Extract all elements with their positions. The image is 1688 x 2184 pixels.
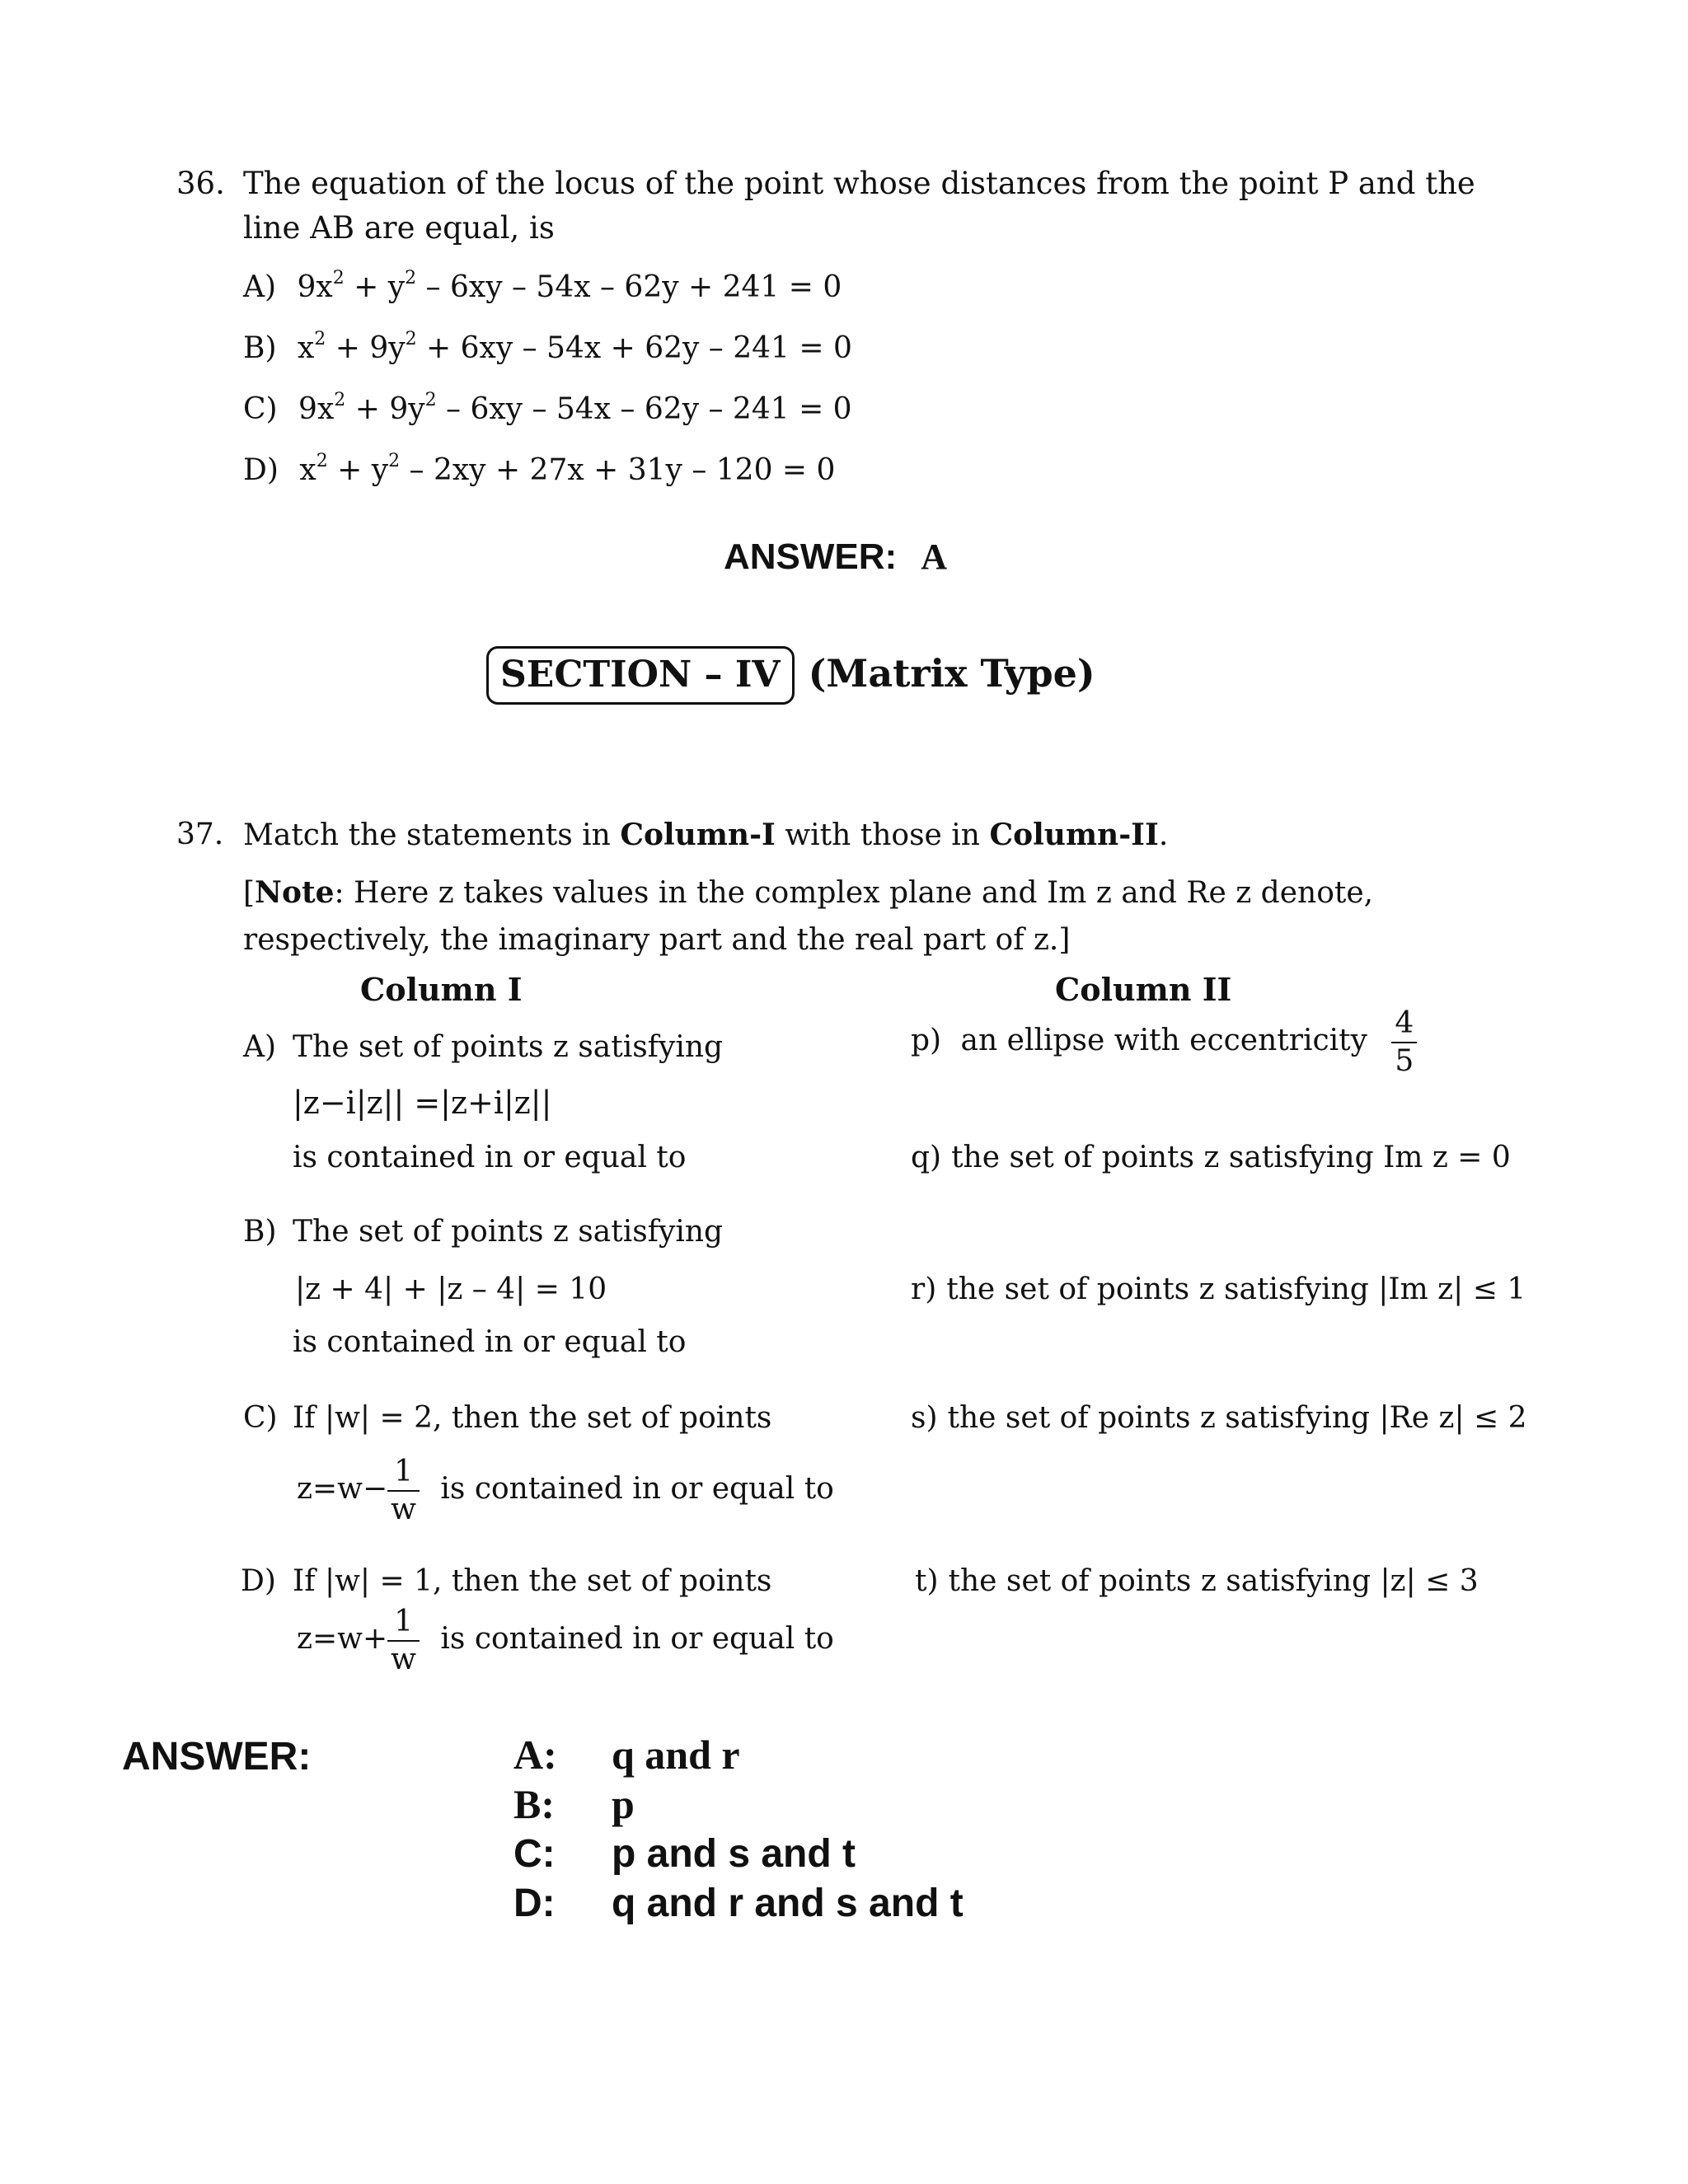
fraction: $\frac{1}{w}$ [387, 1607, 420, 1675]
answer-label: ANSWER: [724, 537, 898, 577]
fraction: $\frac{1}{w}$ [387, 1457, 420, 1525]
note-line2: respectively, the imaginary part and the real part of z.] [243, 923, 1071, 957]
answer-key-d: D: [513, 1882, 556, 1925]
question-number: 37. [176, 818, 224, 851]
section-subtitle: (Matrix Type) [808, 651, 1095, 696]
answer-key-a: A: [513, 1732, 557, 1778]
answer-key-b: B: [513, 1781, 555, 1827]
answer-label: ANSWER: [122, 1735, 312, 1779]
answer-value: A [921, 537, 948, 577]
question-text-line1: The equation of the locus of the point whose distances from the point P and the [243, 166, 1475, 201]
option-b [243, 331, 852, 365]
answer-value-b: p [612, 1781, 635, 1827]
answer-value-a: q and r [612, 1732, 740, 1778]
option-c [243, 392, 852, 426]
fraction: $\frac{4}{5}$ [1391, 1009, 1417, 1076]
question-intro: Match the statements in Column-I with those in Column-II. [243, 818, 1169, 852]
option-equation: $9x^2 + 9y^2 - 6xy - 54x - 62y - 241 = 0$ [298, 390, 852, 426]
equation: |z + 4| + |z – 4| = 10 [295, 1272, 607, 1306]
section-title: SECTION – IV [486, 646, 795, 705]
column-2-item-r: r) the set of points z satisfying |Im z| ≤ 1 [911, 1272, 1526, 1306]
equation: z=w− $\frac{1}{w}$ is contained in or equal to [297, 1455, 834, 1526]
answer-key-c: C: [513, 1832, 556, 1876]
answer-value-c: p and s and t [612, 1832, 856, 1876]
note-line1: [Note: Here z takes values in the complex plane and Im z and Re z denote, [243, 875, 1374, 910]
option-a [243, 270, 842, 304]
option-label: C) [243, 392, 278, 426]
column-2-header: Column II [1055, 971, 1232, 1008]
option-equation: $x^2 + y^2 - 2xy + 27x + 31y - 120 = 0$ [299, 451, 836, 487]
option-label: D) [243, 453, 279, 487]
option-equation: $9x^2 + y^2 - 6xy - 54x - 62y + 241 = 0$ [297, 268, 842, 304]
answer-36 [724, 536, 947, 578]
column-2-item-s: s) the set of points z satisfying |Re z| ≤ 2 [911, 1401, 1527, 1435]
option-label: B) [243, 331, 277, 365]
question-number: 36. [176, 166, 225, 201]
answer-value-d: q and r and s and t [612, 1882, 964, 1925]
column-2-item-p: p) an ellipse with eccentricity $\frac{4}{5}$ [911, 1009, 1417, 1076]
section-heading [486, 651, 1095, 696]
option-equation: $x^2 + 9y^2 + 6xy - 54x + 62y - 241 = 0$ [297, 329, 852, 365]
column-2-item-t: t) the set of points z satisfying |z| ≤ 3 [915, 1564, 1479, 1598]
equation: z=w+ $\frac{1}{w}$ is contained in or equal to [297, 1605, 834, 1676]
question-text-line2: line AB are equal, is [243, 210, 555, 246]
column-1-header: Column I [360, 971, 523, 1008]
column-2-item-q: q) the set of points z satisfying Im z = 0 [911, 1141, 1511, 1174]
option-label: A) [243, 270, 277, 304]
equation: |z−i|z|| =|z+i|z|| [293, 1085, 552, 1121]
option-d [243, 453, 835, 487]
